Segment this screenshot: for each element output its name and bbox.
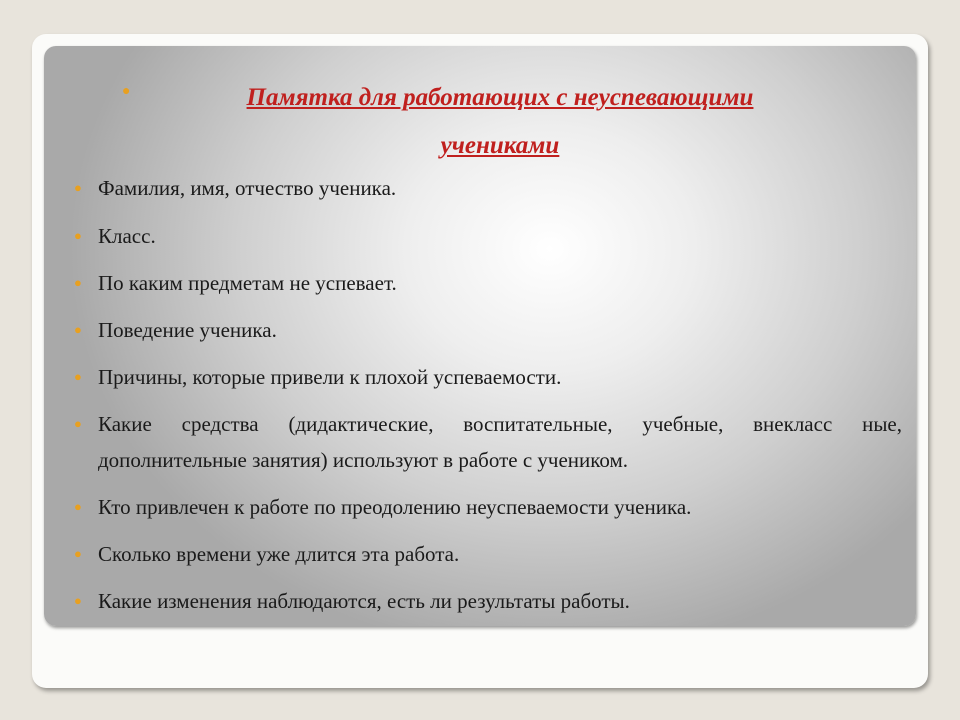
bullet-icon: ● (74, 228, 82, 243)
list-item (72, 218, 902, 254)
bullet-icon: ● (74, 593, 82, 608)
list-item-text: Какие средства (дидактические, воспитательные, учебные, внекласс ные, дополнительные занятия) используют в работе с учеником. (98, 412, 902, 472)
list-item (72, 312, 902, 348)
list-item-text: Причины, которые привели к плохой успеваемости. (98, 365, 562, 389)
bullet-icon: ● (74, 416, 82, 431)
slide-title (120, 74, 880, 170)
list-item-text: Сколько времени уже длится эта работа. (98, 542, 460, 566)
bullet-icon: ● (74, 546, 82, 561)
bullet-icon: ● (74, 275, 82, 290)
list-item (72, 489, 902, 525)
bullet-icon: ● (74, 322, 82, 337)
list-item-text: Фамилия, имя, отчество ученика. (98, 176, 397, 200)
title-line-1: Памятка для работающих с неуспевающими (246, 84, 754, 111)
bullet-icon: ● (74, 180, 82, 195)
list-item (72, 359, 902, 395)
list-item-text: Поведение ученика. (98, 318, 277, 342)
list-item-text: Класс. (98, 224, 156, 248)
bullet-icon: ● (74, 499, 82, 514)
bullet-icon: ● (74, 369, 82, 384)
list-item-text: Какие изменения наблюдаются, есть ли результаты работы. (98, 589, 630, 613)
memo-list (72, 170, 902, 619)
list-item-text: По каким предметам не успевает. (98, 271, 397, 295)
list-item (72, 265, 902, 301)
list-item (72, 406, 902, 478)
list-item (72, 536, 902, 572)
title-line-2: учениками (440, 132, 560, 159)
list-item (72, 583, 902, 619)
list-item (72, 170, 902, 206)
title-bullet-icon: ● (122, 84, 131, 99)
list-item-text: Кто привлечен к работе по преодолению неуспеваемости ученика. (98, 495, 692, 519)
